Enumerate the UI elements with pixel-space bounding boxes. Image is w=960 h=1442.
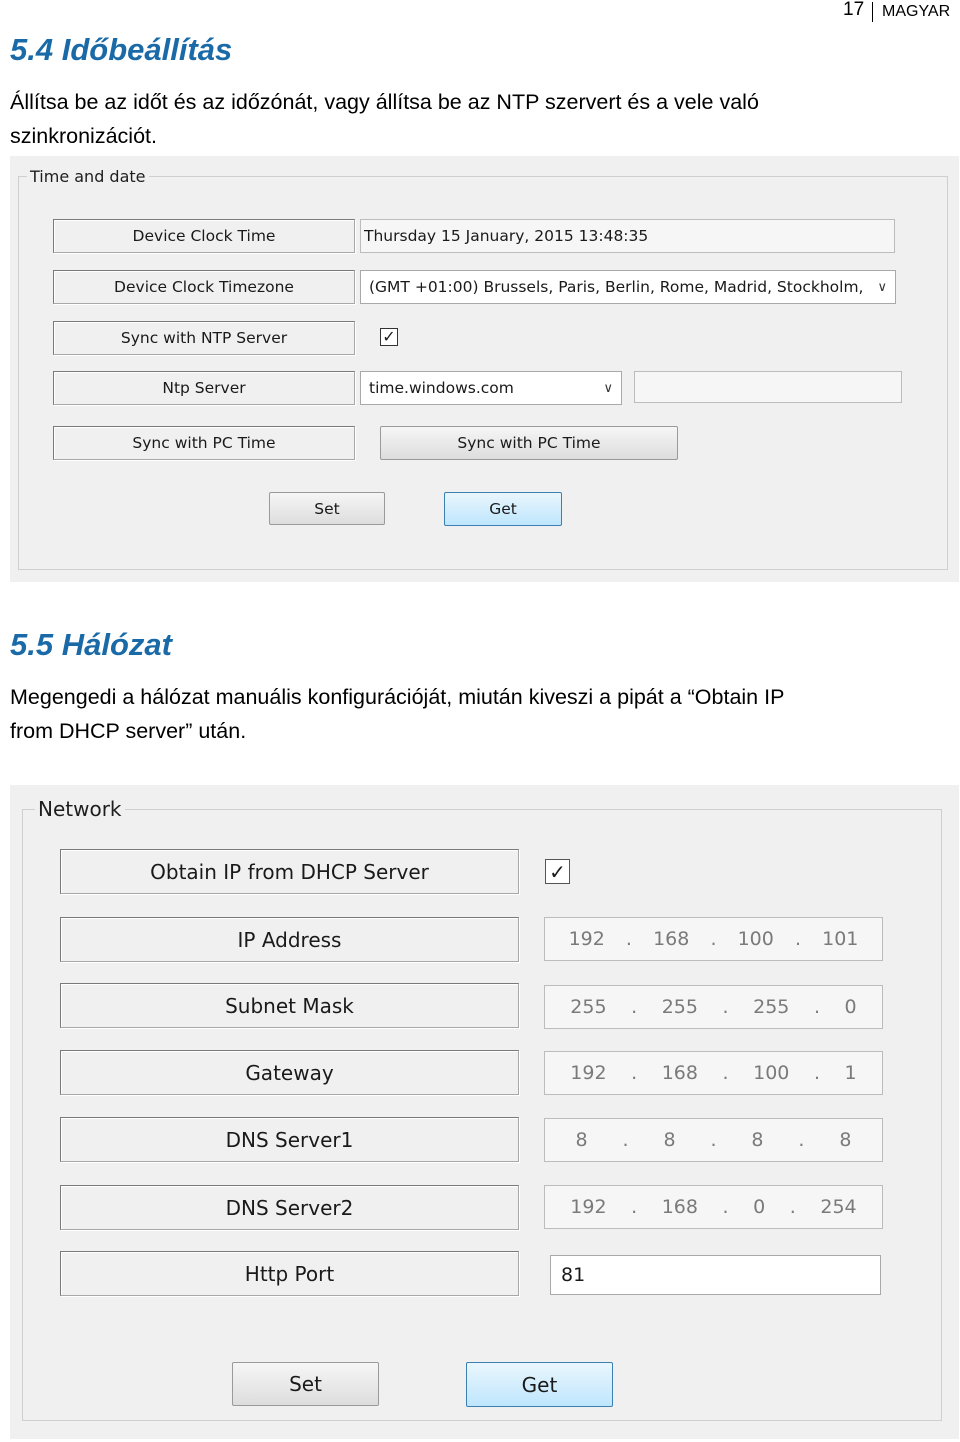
timezone-dropdown[interactable] (360, 270, 896, 304)
section-network-description: Megengedi a hálózat manuális konfigurációját, miután kiveszi a pipát a “Obtain IP from DHCP server” után. (10, 685, 785, 743)
network-group-title: Network (35, 796, 125, 822)
network-get-button[interactable]: Get (466, 1362, 613, 1407)
time-get-button[interactable]: Get (444, 492, 562, 526)
sync-pc-label: Sync with PC Time (53, 426, 355, 460)
page-language: MAGYAR (882, 3, 951, 20)
http-port-label: Http Port (60, 1251, 519, 1296)
dns-server2-field[interactable]: 192 . 168 . 0 . 254 (544, 1185, 883, 1229)
subnet-mask-label: Subnet Mask (60, 983, 519, 1028)
device-clock-time-label: Device Clock Time (53, 219, 355, 253)
obtain-dhcp-checkbox[interactable] (545, 859, 570, 884)
ntp-server-dropdown[interactable] (360, 371, 622, 405)
ip-address-label: IP Address (60, 917, 519, 962)
subnet-mask-field[interactable]: 255 . 255 . 255 . 0 (544, 985, 883, 1029)
device-clock-time-field: Thursday 15 January, 2015 13:48:35 (360, 219, 895, 253)
time-group-title: Time and date (27, 166, 149, 188)
ntp-server-label: Ntp Server (53, 371, 355, 405)
chevron-down-icon: ∨ (877, 279, 887, 295)
obtain-dhcp-label: Obtain IP from DHCP Server (60, 849, 519, 894)
network-group (22, 809, 942, 1421)
section-network-heading: 5.5 Hálózat (10, 627, 172, 662)
gateway-field[interactable]: 192 . 168 . 100 . 1 (544, 1051, 883, 1095)
ip-address-field[interactable]: 192 . 168 . 100 . 101 (544, 917, 883, 961)
dns-server1-label: DNS Server1 (60, 1117, 519, 1162)
gateway-label: Gateway (60, 1050, 519, 1095)
chevron-down-icon: ∨ (603, 380, 613, 396)
checkbox-checked-icon: ✓ (549, 859, 566, 884)
sync-ntp-checkbox[interactable] (380, 328, 398, 346)
header-divider (872, 2, 873, 22)
dns-server2-label: DNS Server2 (60, 1185, 519, 1230)
device-clock-timezone-label: Device Clock Timezone (53, 270, 355, 304)
ntp-extra-field[interactable] (634, 371, 902, 403)
section-time-heading: 5.4 Időbeállítás (10, 32, 233, 67)
network-settings-screenshot (10, 785, 959, 1439)
timezone-value: (GMT +01:00) Brussels, Paris, Berlin, Rome, Madrid, Stockholm, (369, 278, 864, 296)
ntp-server-value: time.windows.com (369, 379, 514, 397)
section-time-description: Állítsa be az időt és az időzónát, vagy állítsa be az NTP szervert és a vele való szinkronizációt. (10, 90, 759, 148)
time-settings-screenshot (10, 156, 959, 582)
network-set-button[interactable]: Set (232, 1362, 379, 1406)
http-port-field[interactable]: 81 (550, 1255, 881, 1295)
page-number: 17 (843, 0, 865, 20)
dns-server1-field[interactable]: 8 . 8 . 8 . 8 (544, 1118, 883, 1162)
sync-ntp-label: Sync with NTP Server (53, 321, 355, 355)
checkbox-checked-icon: ✓ (382, 327, 396, 346)
time-set-button[interactable]: Set (269, 492, 385, 525)
sync-pc-time-button[interactable]: Sync with PC Time (380, 426, 678, 460)
